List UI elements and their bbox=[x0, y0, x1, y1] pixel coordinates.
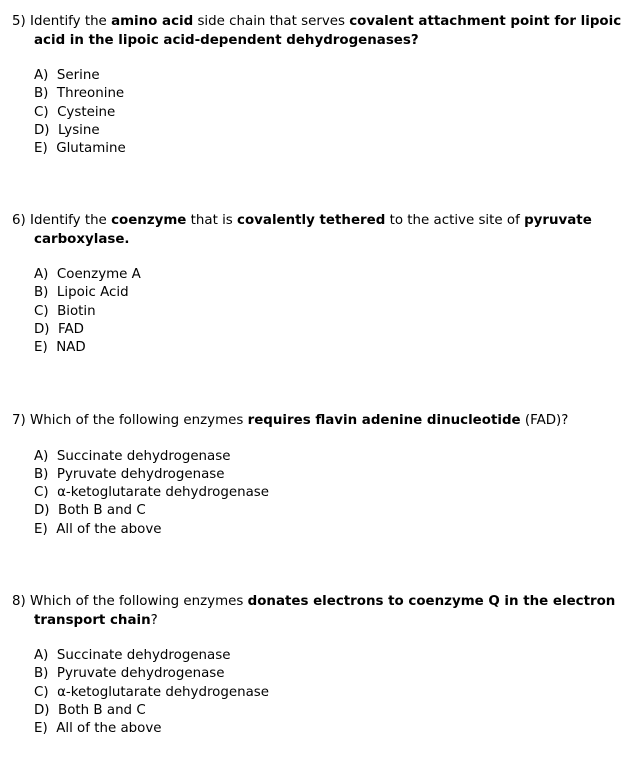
question-stem bbox=[12, 593, 628, 630]
stem-text: side chain that serves bbox=[193, 14, 350, 29]
answer-option: B) Lipoic Acid bbox=[34, 285, 129, 301]
answer-option: E) All of the above bbox=[34, 521, 162, 537]
answer-options bbox=[34, 448, 628, 539]
stem-text: ? bbox=[150, 612, 158, 628]
answer-option: B) Pyruvate dehydrogenase bbox=[34, 466, 225, 482]
answer-option: E) NAD bbox=[34, 340, 86, 356]
answer-option: A) Serine bbox=[34, 68, 100, 83]
answer-option: A) Succinate dehydrogenase bbox=[34, 448, 231, 464]
answer-option: B) Pyruvate dehydrogenase bbox=[34, 666, 225, 682]
stem-line bbox=[30, 413, 568, 428]
answer-options bbox=[34, 647, 628, 738]
stem-bold-text: amino acid bbox=[111, 14, 194, 29]
answer-option: D) Lysine bbox=[34, 122, 100, 138]
stem-bold-text: carboxylase. bbox=[34, 231, 130, 247]
question-number: 8) bbox=[12, 594, 26, 609]
question-number: 6) bbox=[12, 213, 26, 228]
stem-bold-text: acid in the lipoic acid-dependent dehydrogenases? bbox=[34, 32, 419, 48]
answer-option: D) Both B and C bbox=[34, 702, 146, 718]
question-7 bbox=[12, 412, 628, 539]
question-number: 7) bbox=[12, 413, 26, 428]
answer-option: B) Threonine bbox=[34, 86, 125, 102]
stem-bold-text: requires flavin adenine dinucleotide bbox=[247, 413, 521, 428]
stem-bold-text: transport chain bbox=[34, 612, 151, 628]
question-number: 5) bbox=[12, 14, 26, 29]
stem-bold-text: covalent attachment point for lipoic bbox=[349, 14, 622, 29]
answer-option: C) α-ketoglutarate dehydrogenase bbox=[34, 684, 270, 700]
stem-text: Identify the bbox=[30, 14, 112, 29]
stem-line bbox=[30, 213, 592, 228]
stem-text: (FAD)? bbox=[520, 413, 569, 428]
stem-text: to the active site of bbox=[385, 213, 525, 228]
answer-option: E) All of the above bbox=[34, 721, 162, 737]
answer-option: D) FAD bbox=[34, 321, 84, 337]
question-stem bbox=[12, 212, 628, 249]
stem-line bbox=[12, 232, 130, 247]
stem-bold-text: donates electrons to coenzyme Q in the electron bbox=[247, 594, 616, 609]
answer-option: A) Coenzyme A bbox=[34, 267, 141, 282]
answer-options bbox=[34, 266, 628, 357]
answer-option: C) Biotin bbox=[34, 303, 96, 319]
stem-bold-text: coenzyme bbox=[111, 213, 187, 228]
question-stem bbox=[12, 13, 628, 50]
stem-line bbox=[12, 613, 158, 628]
stem-bold-text: covalently tethered bbox=[237, 213, 386, 228]
stem-text: Identify the bbox=[30, 213, 112, 228]
stem-bold-text: pyruvate bbox=[524, 213, 592, 228]
stem-text: Which of the following enzymes bbox=[30, 413, 248, 428]
stem-line bbox=[12, 33, 419, 48]
question-stem bbox=[12, 412, 628, 431]
answer-options bbox=[34, 67, 628, 158]
stem-line bbox=[30, 594, 615, 609]
answer-option: C) α-ketoglutarate dehydrogenase bbox=[34, 485, 270, 501]
question-5 bbox=[12, 13, 628, 158]
answer-option: E) Glutamine bbox=[34, 141, 126, 157]
answer-option: D) Both B and C bbox=[34, 503, 146, 519]
stem-text: Which of the following enzymes bbox=[30, 594, 248, 609]
answer-option: A) Succinate dehydrogenase bbox=[34, 648, 231, 663]
stem-text: that is bbox=[186, 213, 238, 228]
question-6 bbox=[12, 212, 628, 357]
question-8 bbox=[12, 593, 628, 738]
stem-line bbox=[30, 14, 621, 29]
answer-option: C) Cysteine bbox=[34, 104, 116, 120]
